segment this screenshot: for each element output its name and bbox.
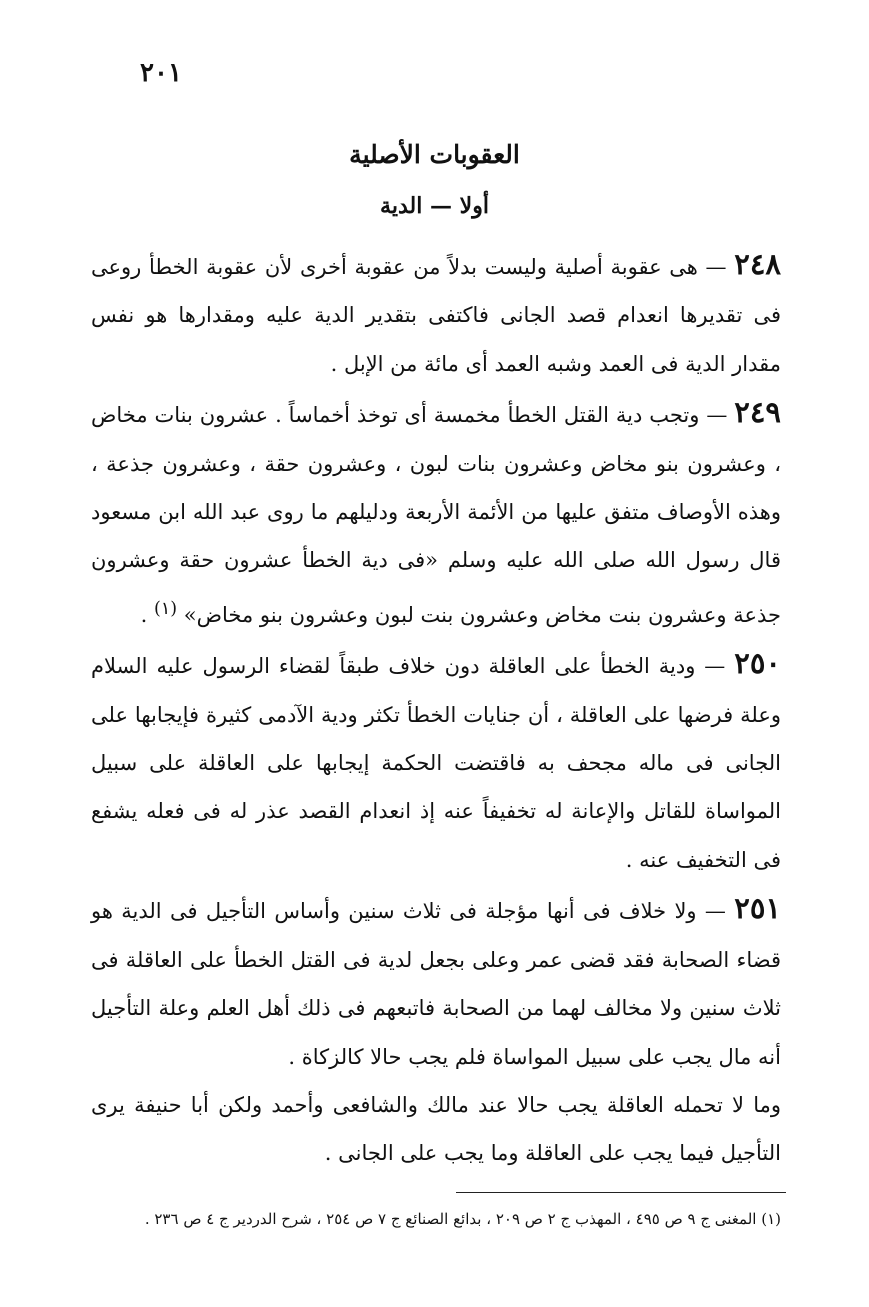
- footnote-reference: (١): [154, 598, 178, 619]
- paragraph-number: ٢٤٨: [734, 247, 781, 281]
- paragraph-number: ٢٥٠: [734, 646, 781, 681]
- paragraph-text: وتجب دية القتل الخطأ مخمسة أى توخذ أخماساً . عشرون بنات مخاض ، وعشرون بنو مخاض وعشرون بنات لبون ، وعشرون حقة ، وعشرون جذعة ، وهذه الأوصاف متفق عليها من الأئمة الأربعة ودليلهم ما روى عبد الله ابن مسعود قال رسول الله صلى الله عليه وسلم «فى دية الخطأ عشرون حقة وعشرون جذعة وعشرون بنت مخاض وعشرون بنت لبون وعشرون بنو مخاض»: [91, 403, 781, 627]
- paragraph-text: هى عقوبة أصلية وليست بدلاً من عقوبة أخرى لأن عقوبة الخطأ روعى فى تقديرها انعدام قصد الجانى فاكتفى بتقدير الدية عليه ومقدارها هو نفس مقدار الدية فى العمد وشبه العمد أى مائة من الإبل .: [91, 255, 781, 376]
- footnote-divider: [456, 1192, 786, 1193]
- paragraph-249: ٢٤٩ — وتجب دية القتل الخطأ مخمسة أى توخذ أخماساً . عشرون بنات مخاض ، وعشرون بنو مخاض وعشرون بنات لبون ، وعشرون حقة ، وعشرون جذعة ، وهذه الأوصاف متفق عليها من الأئمة الأربعة ودليلهم ما روى عبد الله ابن مسعود قال رسول الله صلى الله عليه وسلم «فى دية الخطأ عشرون حقة وعشرون جذعة وعشرون بنت مخاض وعشرون بنت لبون وعشرون بنو مخاض» $^{(١)}$ .: [91, 395, 781, 627]
- paragraph-250: ٢٥٠ — ودية الخطأ على العاقلة دون خلاف طبقاً لقضاء الرسول عليه السلام وعلة فرضها على العاقلة ، أن جنايات الخطأ تكثر ودية الآدمى كثيرة فإيجابها على الجانى فى ماله مجحف به فاقتضت الحكمة إيجابها على العاقلة على سبيل المواساة للقاتل والإعانة له تخفيفاً عنه إذ انعدام القصد عذر له فى فعله يشفع فى التخفيف عنه .: [91, 646, 781, 872]
- paragraph-number: ٢٥١: [734, 891, 781, 926]
- paragraph-251: ٢٥١ — ولا خلاف فى أنها مؤجلة فى ثلاث سنين وأساس التأجيل فى الدية هو قضاء الصحابة فقد قضى عمر وعلى بجعل لدية فى القتل الخطأ على العاقلة فى ثلاث سنين ولا مخالف لهما من الصحابة فاتبعهم فى ذلك أهل العلم وعلة التأجيل أنه مال يجب على سبيل المواساة فلم يجب حالا كالزكاة .: [91, 891, 781, 1069]
- paragraph-text: ولا خلاف فى أنها مؤجلة فى ثلاث سنين وأساس التأجيل فى الدية هو قضاء الصحابة فقد قضى عمر وعلى بجعل لدية فى القتل الخطأ على العاقلة فى ثلاث سنين ولا مخالف لهما من الصحابة فاتبعهم فى ذلك أهل العلم وعلة التأجيل أنه مال يجب على سبيل المواساة فلم يجب حالا كالزكاة .: [91, 899, 781, 1069]
- footnote-text: (١) المغنى ج ٩ ص ٤٩٥ ، المهذب ج ٢ ص ٢٠٩ ، بدائع الصنائع ج ٧ ص ٢٥٤ ، شرح الدردير ج ٤ ص ٢٣٦ .: [144, 1210, 781, 1228]
- sub-title: أولا — الدية: [380, 193, 489, 219]
- paragraph-text: وما لا تحمله العاقلة يجب حالا عند مالك والشافعى وأحمد ولكن أبا حنيفة يرى التأجيل فيما يجب على العاقلة وما يجب على الجانى .: [91, 1092, 781, 1166]
- body-text: [91, 240, 781, 1178]
- page-number: ٢٠١: [140, 58, 182, 88]
- paragraph-continuation: [91, 1081, 781, 1178]
- paragraph-number: ٢٤٩: [734, 395, 781, 430]
- paragraph-text: ودية الخطأ على العاقلة دون خلاف طبقاً لقضاء الرسول عليه السلام وعلة فرضها على العاقلة ، أن جنايات الخطأ تكثر ودية الآدمى كثيرة فإيجابها على الجانى فى ماله مجحف به فاقتضت الحكمة إيجابها على العاقلة على سبيل المواساة للقاتل والإعانة له تخفيفاً عنه إذ انعدام القصد عذر له فى فعله يشفع فى التخفيف عنه .: [91, 654, 781, 872]
- paragraph-248: ٢٤٨ — هى عقوبة أصلية وليست بدلاً من عقوبة أخرى لأن عقوبة الخطأ روعى فى تقديرها انعدام قصد الجانى فاكتفى بتقدير الدية عليه ومقدارها هو نفس مقدار الدية فى العمد وشبه العمد أى مائة من الإبل .: [91, 247, 781, 376]
- section-title: العقوبات الأصلية: [349, 140, 520, 169]
- footnote: [91, 1205, 781, 1233]
